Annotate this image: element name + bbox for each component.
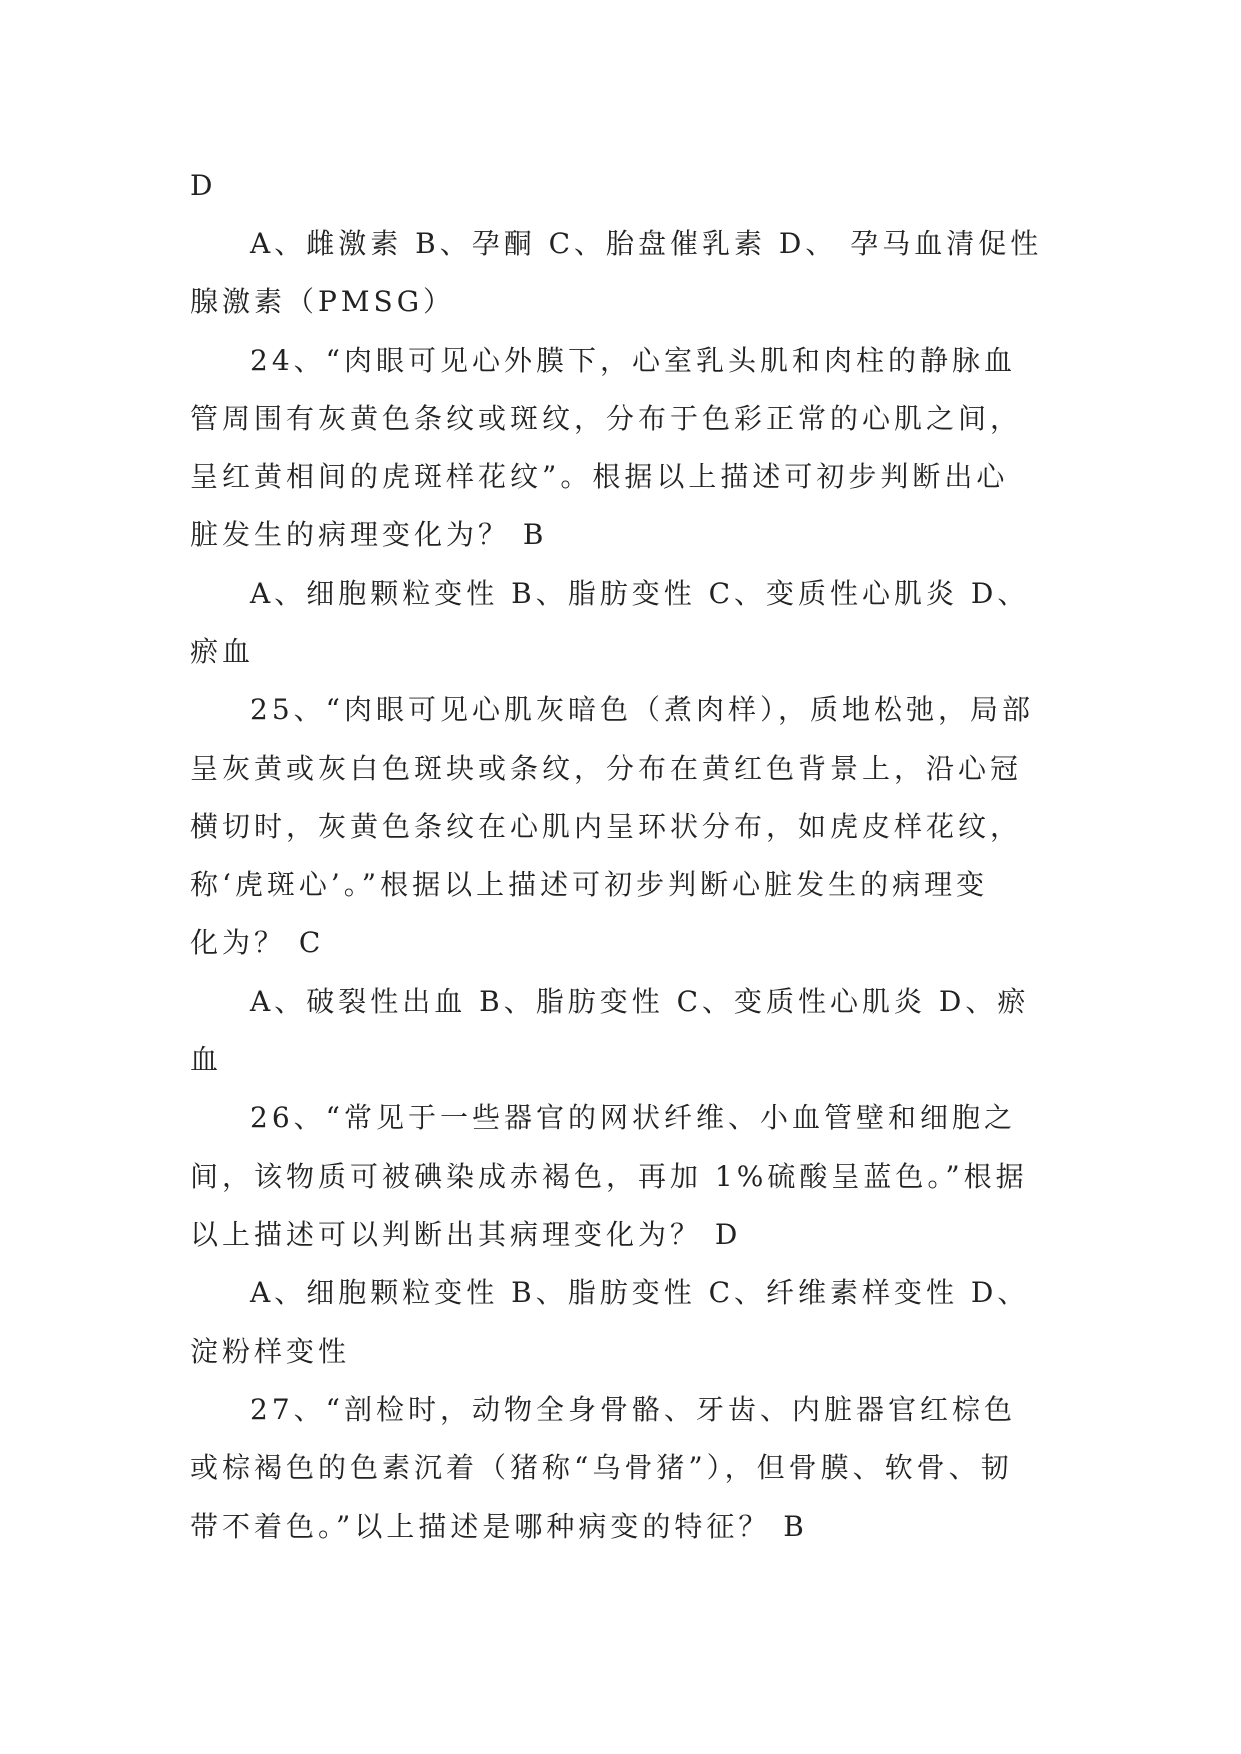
question-line: 呈灰黄或灰白色斑块或条纹，分布在黄红色背景上，沿心冠: [190, 752, 1023, 785]
question-line: 管周围有灰黄色条纹或斑纹，分布于色彩正常的心肌之间，: [190, 402, 1023, 435]
question-line: 带不着色。”以上描述是哪种病变的特征？ B: [190, 1510, 808, 1543]
question-line: 25、“肉眼可见心肌灰暗色（煮肉样），质地松弛，局部: [250, 693, 1034, 726]
answer-line: D: [190, 169, 217, 202]
question-line: 24、“肉眼可见心外膜下，心室乳头肌和肉柱的静脉血: [250, 344, 1016, 377]
options-line: 腺激素（PMSG）: [190, 285, 456, 318]
options-line: 血: [190, 1043, 223, 1076]
options-line: A、雌激素 B、孕酮 C、胎盘催乳素 D、 孕马血清促性: [250, 227, 1043, 260]
options-line: 瘀血: [190, 635, 255, 668]
options-line: A、细胞颗粒变性 B、脂肪变性 C、变质性心肌炎 D、: [250, 577, 1030, 610]
question-line: 化为？ C: [190, 926, 325, 959]
question-line: 横切时，灰黄色条纹在心肌内呈环状分布，如虎皮样花纹，: [190, 810, 1023, 843]
options-line: A、细胞颗粒变性 B、脂肪变性 C、纤维素样变性 D、: [250, 1276, 1030, 1309]
question-line: 或棕褐色的色素沉着（猪称“乌骨猪”），但骨膜、软骨、韧: [190, 1451, 1013, 1484]
question-line: 间，该物质可被碘染成赤褐色，再加 1%硫酸呈蓝色。”根据: [190, 1160, 1028, 1193]
question-line: 脏发生的病理变化为？ B: [190, 518, 548, 551]
question-line: 称‘虎斑心’。”根据以上描述可初步判断心脏发生的病理变: [190, 868, 989, 901]
options-line: A、破裂性出血 B、脂肪变性 C、变质性心肌炎 D、瘀: [250, 985, 1030, 1018]
options-line: 淀粉样变性: [190, 1335, 351, 1368]
question-line: 27、“剖检时，动物全身骨骼、牙齿、内脏器官红棕色: [250, 1393, 1016, 1426]
question-line: 呈红黄相间的虎斑样花纹”。根据以上描述可初步判断出心: [190, 460, 1009, 493]
question-line: 26、“常见于一些器官的网状纤维、小血管壁和细胞之: [250, 1101, 1016, 1134]
question-line: 以上描述可以判断出其病理变化为？ D: [190, 1218, 742, 1251]
